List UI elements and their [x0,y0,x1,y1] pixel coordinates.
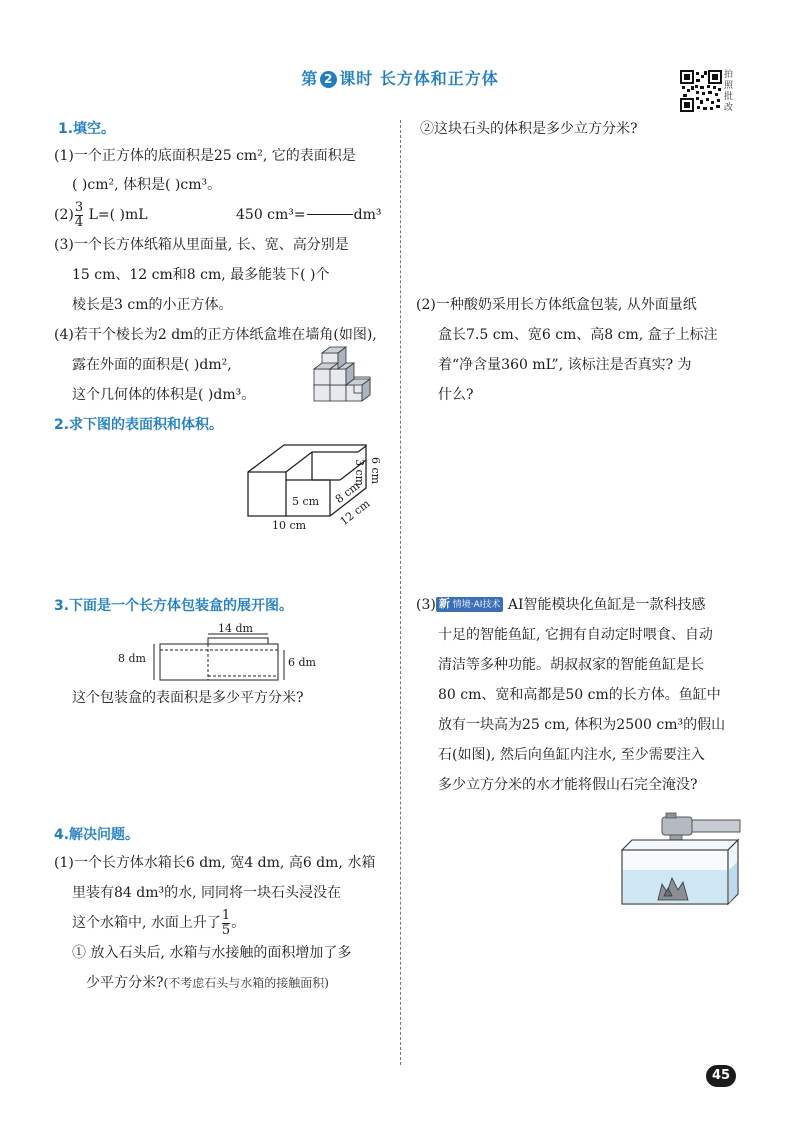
q2-label-8cm: 8 cm [332,479,363,506]
q1-p3-line1: (3)一个长方体纸箱从里面量, 长、宽、高分别是 [54,237,349,253]
qr-code-icon[interactable] [680,70,722,112]
q1-p3-line2: 15 cm、12 cm和8 cm, 最多能装下( )个 [72,267,330,283]
q2-label-10cm: 10 cm [272,519,307,532]
q1-p2-right-text: 450 cm³= [236,207,306,223]
new-context-badge [436,597,504,612]
q4-p2-line1: (2)一种酸奶采用长方体纸盒包装, 从外面量纸 [416,297,697,313]
badge-text: 情境·AI技术 [452,600,501,610]
page-number: 45 [706,1065,736,1087]
q4-p3-line1 [416,590,706,620]
q1-p2-line [54,200,148,230]
q1-p2-right [236,200,382,230]
qr-caption: 拍照批改 [724,70,734,113]
q4-heading: 4.解决问题。 [54,827,140,843]
q4-p1-line3 [72,908,245,938]
title-text: 课时 长方体和正方体 [339,69,499,88]
fish-tank-figure [610,812,745,908]
q1-p1-line1: (1)一个正方体的底面积是25 cm², 它的表面积是 [54,148,356,164]
q4-p3-prefix: (3) [416,597,436,613]
q1-p2-answer-fraction[interactable] [307,201,353,229]
q3-question: 这个包装盒的表面积是多少平方分米? [72,690,304,706]
q2-heading: 2.求下图的表面积和体积。 [54,417,224,433]
q4-sub2: ②这块石头的体积是多少立方分米? [420,121,638,137]
stacked-cubes-figure [310,345,382,411]
q4-p3-line4: 80 cm、宽和高都是50 cm的长方体。鱼缸中 [438,687,721,703]
q4-p1-line3-text: 这个水箱中, 水面上升了 [72,915,221,931]
q4-p3-line5: 放有一块高为25 cm, 体积为2500 cm³的假山 [438,717,726,733]
q4-p3-line7: 多少立方分米的水才能将假山石完全淹没? [438,777,698,793]
q4-sub1-line1: ① 放入石头后, 水箱与水接触的面积增加了多 [72,945,352,961]
box-net-figure [150,630,310,690]
badge-new-label: 新 [438,597,450,610]
q4-sub1-line2-text: 少平方分米? [86,975,164,991]
q4-p1-line2: 里装有84 dm³的水, 同同将一块石头浸没在 [72,885,342,901]
q1-p4-line2: 露在外面的面积是( )dm², [72,357,232,373]
q2-label-5cm: 5 cm [292,495,320,508]
q4-p1-line1: (1)一个长方体水箱长6 dm, 宽4 dm, 高6 dm, 水箱 [54,855,376,871]
q3-label-14dm: 14 dm [218,622,253,635]
q1-p1-line2: ( )cm², 体积是( )cm³。 [72,177,222,193]
q4-p1-frac-num: 1 [221,907,231,923]
q3-heading: 3.下面是一个长方体包装盒的展开图。 [54,598,294,614]
q1-p2-right-unit: dm³ [353,207,382,223]
q4-sub1-line2 [86,968,329,998]
q3-label-6dm: 6 dm [288,656,316,669]
water-pipe [690,820,740,832]
q3-label-8dm: 8 dm [118,652,146,665]
q1-p2-frac-den: 4 [74,214,84,230]
q4-sub1-note: (不考虑石头与水箱的接触面积) [163,976,329,990]
q4-p2-line4: 什么? [438,387,474,403]
q2-label-3cm: 3 cm [353,458,367,487]
q2-label-12cm: 12 cm [337,496,373,529]
q4-p3-line2: 十足的智能鱼缸, 它拥有自动定时喂食、自动 [438,627,713,643]
q4-p1-frac-den: 5 [221,922,231,938]
q4-p3-line6: 石(如图), 然后向鱼缸内注水, 至少需要注入 [438,747,705,763]
q2-label-6cm: 6 cm [369,456,383,485]
q1-p3-line3: 棱长是3 cm的小正方体。 [72,297,233,313]
q4-p2-line3: 着“净含量360 mL”, 该标注是否真实? 为 [438,357,692,373]
q1-p4-line1: (4)若干个棱长为2 dm的正方体纸盒堆在墙角(如图), [54,327,377,343]
l-shaped-solid-figure [230,440,390,540]
q4-p2-line2: 盒长7.5 cm、宽6 cm、高8 cm, 盒子上标注 [438,327,718,343]
q1-p4-line3: 这个几何体的体积是( )dm³。 [72,387,256,403]
q4-p3-line1-text: AI智能模块化鱼缸是一款科技感 [507,597,706,613]
title-prefix: 第 [301,69,319,88]
q4-p1-line3-end: 。 [231,915,246,931]
q1-heading: 1.填空。 [58,121,116,137]
column-divider [400,120,401,1065]
q1-p2-frac-num: 3 [74,199,84,215]
q1-p2-mid: L=( )mL [88,207,148,223]
q4-p3-line3: 清洁等多种功能。胡叔叔家的智能鱼缸是长 [438,657,704,673]
faucet-icon [662,817,692,835]
q1-p2-fraction [75,201,83,230]
lesson-number-badge: 2 [320,71,337,88]
q4-p1-fraction [222,909,230,938]
q1-p2-prefix: (2) [54,207,74,223]
